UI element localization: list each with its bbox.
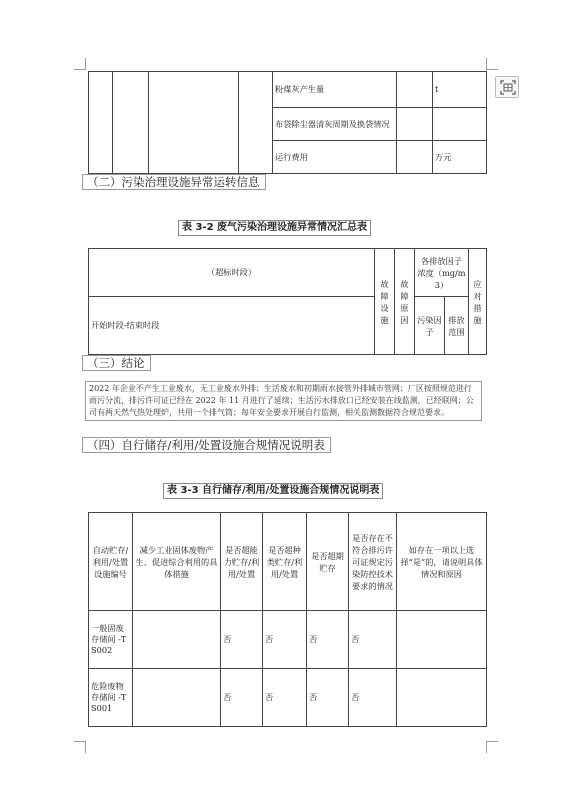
crop-mark-top-left bbox=[74, 58, 86, 70]
crop-mark-bottom-left bbox=[74, 741, 86, 753]
unit-cell: t bbox=[433, 72, 487, 108]
note-cell bbox=[397, 611, 487, 669]
header-cell: 是否存在不符合排污许可证规定污染防控技术要求的情况 bbox=[349, 513, 397, 611]
measure-cell bbox=[133, 611, 221, 669]
table-3-2 bbox=[88, 248, 487, 355]
answer-cell: 否 bbox=[263, 611, 307, 669]
empty-cell bbox=[397, 141, 433, 174]
fault-header: 故障设施 bbox=[375, 249, 395, 355]
unit-cell bbox=[433, 108, 487, 141]
facility-id: 一般固废存储间 -TS002 bbox=[89, 611, 133, 669]
crop-mark-bottom-right bbox=[486, 741, 498, 753]
section-heading-2: （二）污染治理设施异常运转信息 bbox=[82, 174, 266, 190]
section-heading-4: （四）自行储存/利用/处置设施合规情况说明表 bbox=[82, 437, 331, 453]
header-cell: 如存在一项以上选择“是”的，请说明具体情况和原因 bbox=[397, 513, 487, 611]
answer-cell: 否 bbox=[221, 669, 263, 727]
empty-cell bbox=[113, 72, 149, 174]
empty-cell bbox=[239, 72, 273, 174]
header-cell: 是否超能力贮存/利用/处置 bbox=[221, 513, 263, 611]
answer-cell: 否 bbox=[221, 611, 263, 669]
header-cell: 是否超种类贮存/利用/处置 bbox=[263, 513, 307, 611]
item-cell: 粉煤灰产生量 bbox=[273, 72, 397, 108]
conclusion-paragraph: 2022 年企业不产生工业废水，无工业废水外排；生活废水和初期雨水接管外排城市管网；厂区按照规范进行雨污分流，排污许可证已经在 2022 年 11 月进行了延续；生活污水排放口已经安装在线监测，已经联网；公司有两天然气热处理炉，共用一个排气筒；每年安全要求开展自行监测，相关监测数据符合规范要求。 bbox=[85, 381, 482, 421]
table-row bbox=[89, 611, 487, 669]
scan-icon bbox=[500, 80, 516, 95]
table-3-3 bbox=[88, 512, 487, 727]
time-header: （超标时段） bbox=[89, 249, 375, 297]
answer-cell: 否 bbox=[307, 669, 349, 727]
answer-cell: 否 bbox=[307, 611, 349, 669]
section-heading-3: （三）结论 bbox=[82, 355, 151, 371]
measure-header: 应对措施 bbox=[469, 249, 487, 355]
empty-cell bbox=[397, 108, 433, 141]
measure-cell bbox=[133, 669, 221, 727]
answer-cell: 否 bbox=[349, 611, 397, 669]
facility-id: 危险废物存储间 -TS001 bbox=[89, 669, 133, 727]
item-cell: 运行费用 bbox=[273, 141, 397, 174]
reason-header: 故障原因 bbox=[395, 249, 415, 355]
answer-cell: 否 bbox=[349, 669, 397, 727]
factor-header: 污染因子 bbox=[415, 297, 445, 355]
empty-cell bbox=[89, 72, 113, 174]
range-header: 排放范围 bbox=[445, 297, 469, 355]
table-3-3-caption: 表 3-3 自行储存/利用/处置设施合规情况说明表 bbox=[163, 483, 383, 499]
empty-cell bbox=[397, 72, 433, 108]
concentration-header: 各排放因子浓度（mg/m3） bbox=[415, 249, 469, 297]
header-cell: 自动贮存/利用/处置设施编号 bbox=[89, 513, 133, 611]
header-cell: 是否超期贮存 bbox=[307, 513, 349, 611]
table-3-2-caption: 表 3-2 废气污染治理设施异常情况汇总表 bbox=[178, 220, 371, 236]
crop-mark-top-right bbox=[486, 58, 498, 70]
header-cell: 减少工业固体废物产生、促进综合利用的具体措施 bbox=[133, 513, 221, 611]
note-cell bbox=[397, 669, 487, 727]
item-cell: 布袋除尘器清灰周期及换袋情况 bbox=[273, 108, 397, 141]
table-top-continuation bbox=[88, 71, 487, 174]
table-row bbox=[89, 669, 487, 727]
answer-cell: 否 bbox=[263, 669, 307, 727]
empty-cell bbox=[149, 72, 239, 174]
scan-ocr-button[interactable] bbox=[495, 76, 519, 98]
time-row: 开始时段-结束时段 bbox=[89, 297, 375, 355]
unit-cell: 万元 bbox=[433, 141, 487, 174]
